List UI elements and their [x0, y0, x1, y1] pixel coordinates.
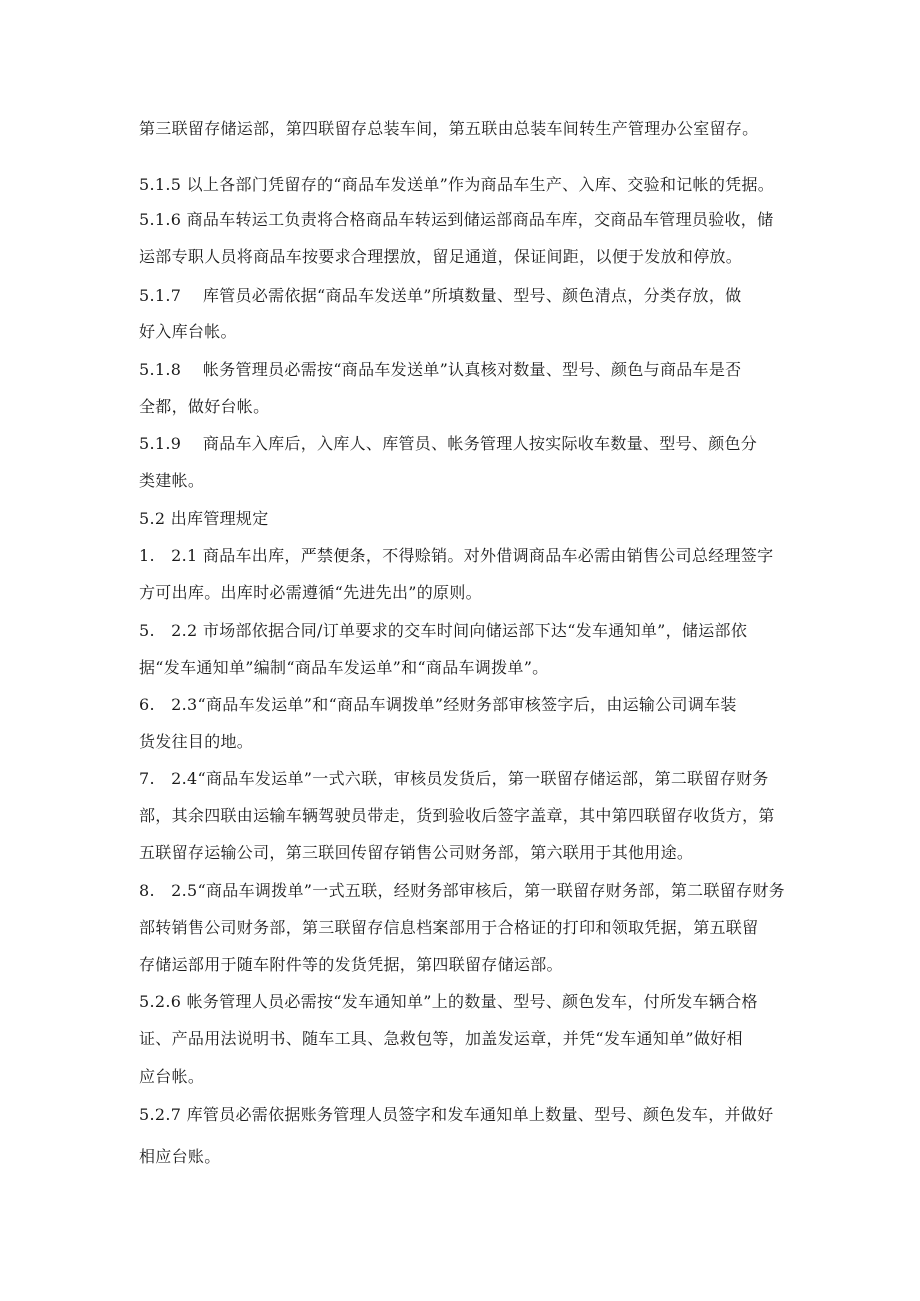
- text-line: 8. 2.5“商品车调拨单”一式五联，经财务部审核后，第一联留存财务部，第二联留存财务: [139, 881, 785, 900]
- text-line: 5.1.6 商品车转运工负责将合格商品车转运到储运部商品车库，交商品车管理员验收，储: [139, 210, 774, 229]
- text-line: 5.1.7 库管员必需依据“商品车发送单”所填数量、型号、颜色清点，分类存放，做: [139, 286, 742, 305]
- text-line: 好入库台帐。: [139, 322, 237, 341]
- text-line: 货发往目的地。: [139, 732, 254, 751]
- text-line: 5.2.6 帐务管理人员必需按“发车通知单”上的数量、型号、颜色发车，付所发车辆合格: [139, 992, 758, 1011]
- text-line: 6. 2.3“商品车发运单”和“商品车调拨单”经财务部审核签字后，由运输公司调车装: [139, 695, 737, 714]
- text-line: 运部专职人员将商品车按要求合理摆放，留足通道，保证间距，以便于发放和停放。: [139, 247, 743, 266]
- section-heading: 5.2 出库管理规定: [139, 509, 269, 528]
- text-line: 1. 2.1 商品车出库，严禁便条，不得赊销。对外借调商品车必需由销售公司总经理签字: [139, 546, 774, 565]
- text-line: 据“发车通知单”编制“商品车发运单”和“商品车调拨单”。: [139, 658, 549, 677]
- text-line: 5.2.7 库管员必需依据账务管理人员签字和发车通知单上数量、型号、颜色发车，并做好: [139, 1105, 774, 1124]
- text-line: 5. 2.2 市场部依据合同/订单要求的交车时间向储运部下达“发车通知单”，储运部依: [139, 621, 748, 640]
- text-line: 类建帐。: [139, 471, 205, 490]
- text-line: 存储运部用于随车附件等的发货凭据，第四联留存储运部。: [139, 955, 563, 974]
- text-line: 应台帐。: [139, 1067, 205, 1086]
- text-line: 五联留存运输公司，第三联回传留存销售公司财务部，第六联用于其他用途。: [139, 843, 694, 862]
- text-line: 部，其余四联由运输车辆驾驶员带走，货到验收后签字盖章，其中第四联留存收货方，第: [139, 806, 775, 825]
- text-line: 方可出库。出库时必需遵循“先进先出”的原则。: [139, 583, 482, 602]
- text-line: 全都，做好台帐。: [139, 397, 270, 416]
- text-line: 第三联留存储运部，第四联留存总装车间，第五联由总装车间转生产管理办公室留存。: [139, 119, 759, 138]
- text-line: 相应台账。: [139, 1147, 221, 1166]
- text-line: 7. 2.4“商品车发运单”一式六联，审核员发货后，第一联留存储运部，第二联留存财务: [139, 769, 769, 788]
- text-line: 5.1.9 商品车入库后，入库人、库管员、帐务管理人按实际收车数量、型号、颜色分: [139, 434, 758, 453]
- text-line: 部转销售公司财务部，第三联留存信息档案部用于合格证的打印和领取凭据，第五联留: [139, 918, 759, 937]
- text-line: 5.1.5 以上各部门凭留存的“商品车发送单”作为商品车生产、入库、交验和记帐的凭据。: [139, 175, 775, 194]
- text-line: 5.1.8 帐务管理员必需按“商品车发送单”认真核对数量、型号、颜色与商品车是否: [139, 360, 742, 379]
- text-line: 证、产品用法说明书、随车工具、急救包等，加盖发运章，并凭“发车通知单”做好相: [139, 1029, 743, 1048]
